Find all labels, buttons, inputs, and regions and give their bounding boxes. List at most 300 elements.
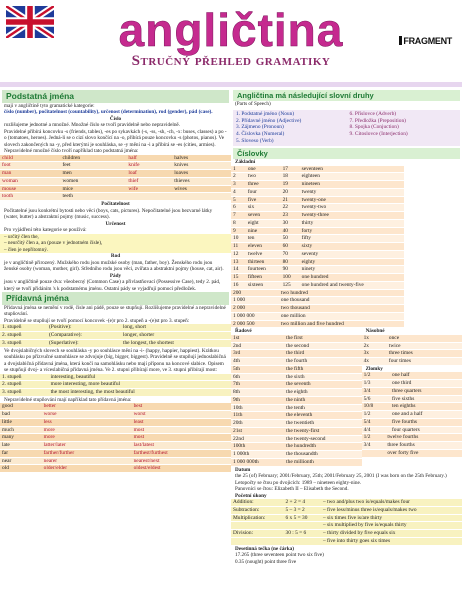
pos-left [233, 110, 347, 146]
table-cell: 6 x 5 = 30 [284, 514, 321, 522]
subheading-operations: Početní úkony [235, 492, 267, 499]
table-cell: 1st [231, 335, 284, 342]
table-row [231, 335, 362, 342]
table-row [362, 387, 462, 395]
table-cell: 3rd [231, 350, 284, 358]
table-row [0, 162, 231, 170]
pos-right [347, 110, 461, 146]
table-row [231, 305, 404, 313]
table-cell: men [60, 170, 126, 178]
list-item: 2. Přídavné jméno (Adjective) [236, 117, 302, 124]
subheading-fractions: Zlomky [365, 365, 383, 372]
table-cell: one thousand [279, 297, 404, 305]
table-cell: man [0, 170, 60, 178]
table-row [231, 420, 362, 428]
table-row [362, 395, 462, 403]
table-row [0, 374, 231, 381]
adjectives-text-1: Přídavná jména se nemění v rodě, čísle ani pádě, pouze se stupňují. Rozlišujeme pravidelné a nepravidelné stupňování. [4, 304, 226, 318]
table-cell: more interesting, more beautiful [49, 381, 231, 389]
table-cell: one [246, 166, 281, 173]
table-cell: – two and/plus two is/equals/makes four [321, 499, 462, 506]
table-row [0, 426, 231, 434]
table-cell: six [246, 204, 281, 212]
table-cell: 23 [281, 212, 300, 220]
table-row [231, 358, 362, 366]
table-row [0, 381, 231, 389]
table-cell: sixteen [246, 281, 281, 289]
subheading-decimal: Desetinná tečka (ne čárka) [235, 545, 294, 552]
table-cell: one million [279, 312, 404, 320]
table-cell: 6 [231, 204, 246, 212]
table-cell: eight [246, 219, 281, 227]
table-cell: much [0, 426, 42, 434]
table-cell: the eighth [284, 389, 361, 397]
list-item: – neurčitý člen a, an (pouze v jednotném čísle), [4, 240, 103, 247]
section-heading-numerals: Číslovky [233, 148, 460, 159]
left-column [0, 90, 231, 600]
table-cell: 20 [281, 188, 300, 196]
table-cell: 11th [231, 412, 284, 420]
table-cell: 8 [231, 219, 246, 227]
table-cell: 3 [231, 181, 246, 189]
multiplicative-table [362, 335, 462, 366]
table-cell: 22 [281, 204, 300, 212]
table-cell: nearest/next [132, 457, 231, 465]
table-row [362, 442, 462, 450]
table-cell: 100 [281, 274, 300, 282]
table-cell: latter/later [42, 442, 132, 450]
table-cell: most [132, 434, 231, 442]
table-row [231, 166, 404, 173]
table-row [231, 181, 404, 189]
list-item: 7. Předložka (Preposition) [349, 117, 406, 124]
table-cell: wives [172, 185, 231, 193]
decimal-example: 17.265 (three seventeen point two six five) [235, 552, 324, 558]
table-cell: twenty [300, 188, 405, 196]
table-cell: tooth [0, 193, 60, 201]
table-cell: 1 [231, 166, 246, 173]
list-item: 3. Zájmeno (Pronoun) [236, 124, 284, 131]
list-item: 9. Citoslovce (Interjection) [349, 131, 408, 138]
table-row [0, 170, 231, 178]
table-row [0, 185, 231, 193]
list-item: 6. Příslovce (Adverb) [349, 110, 397, 117]
table-cell: farther/further [42, 449, 132, 457]
table-cell: far [0, 449, 42, 457]
table-cell: feet [60, 162, 126, 170]
table-row [362, 358, 462, 366]
table-cell: loaves [172, 170, 231, 178]
table-cell: – six times five is/are thirty [321, 514, 462, 522]
table-cell: 5 – 3 = 2 [284, 506, 321, 514]
subheading-number: Číslo [109, 115, 122, 122]
table-cell: 2 000 500 [231, 320, 279, 328]
table-cell [284, 537, 321, 545]
number-text: rozlišujeme jednotné a množné. Množné číslo se tvoří pravidelně nebo nepravidelně. [4, 122, 181, 129]
table-cell: 19 [281, 181, 300, 189]
table-cell: oldest/eldest [132, 465, 231, 473]
table-cell: farthest/furthest [132, 449, 231, 457]
table-cell: 1/2 [362, 411, 390, 419]
degrees-table [0, 324, 231, 347]
table-row [231, 297, 404, 305]
table-cell: wife [126, 185, 172, 193]
table-row [0, 411, 231, 419]
irregular-adjectives-table [0, 403, 231, 473]
table-row [231, 396, 362, 404]
table-cell: older/elder [42, 465, 132, 473]
table-cell: 1. stupeň [0, 324, 47, 331]
table-cell: foot [0, 162, 60, 170]
table-cell: the fourth [284, 358, 361, 366]
table-cell: 21 [281, 196, 300, 204]
table-row [231, 342, 362, 350]
table-cell: the ninth [284, 396, 361, 404]
right-column [231, 90, 462, 600]
table-row [231, 219, 404, 227]
table-cell: the twenty-first [284, 427, 361, 435]
table-cell: one hundred and twenty-five [300, 281, 405, 289]
table-cell: worse [42, 411, 132, 419]
table-row [231, 443, 362, 451]
list-item: 1. Podstatné jméno (Noun) [236, 110, 295, 117]
table-cell: three [246, 181, 281, 189]
table-cell: thieves [172, 177, 231, 185]
table-row [0, 465, 231, 473]
table-cell: last/latest [132, 442, 231, 450]
table-cell: 4x [362, 358, 387, 366]
table-cell: 5/4 [362, 418, 390, 426]
table-cell: ninety [300, 266, 405, 274]
table-cell: bad [0, 411, 42, 419]
table-cell: (Positive): [47, 324, 121, 331]
table-cell: 3/4 [362, 387, 390, 395]
table-cell: good [0, 403, 42, 410]
table-cell: two million and five hundred [279, 320, 404, 328]
table-row [362, 449, 462, 457]
table-cell: – thirty divided by five equals six [321, 530, 462, 538]
table-row [231, 274, 404, 282]
table-cell: 4/4 [362, 426, 390, 434]
table-cell: (Superlative): [47, 339, 121, 347]
table-cell: 7 [231, 212, 246, 220]
table-cell: Division: [231, 530, 284, 538]
table-row [231, 188, 404, 196]
table-cell: three times [387, 350, 462, 358]
table-row [231, 458, 362, 466]
table-cell: fifteen [246, 274, 281, 282]
table-cell: many [0, 434, 42, 442]
table-cell: – five less/minus three is/equals/makes two [321, 506, 462, 514]
table-cell: 20th [231, 420, 284, 428]
table-cell: – six multiplied by five is/equals thirty [321, 522, 462, 530]
multiplicative-block [362, 328, 462, 466]
table-cell: long, short [121, 324, 231, 331]
table-row [231, 243, 404, 251]
table-cell: ten eighths [390, 403, 462, 411]
table-cell: 1. stupeň [0, 374, 49, 381]
dates-text-2: Letopočty se čtou po dvojicích: 1989 – nineteen eighty-nine. [235, 479, 362, 486]
table-cell: seventy [300, 250, 405, 258]
section-heading-adjectives: Přídavná jména [2, 292, 229, 305]
table-row [231, 196, 404, 204]
table-cell: late [0, 442, 42, 450]
table-cell: thirty [300, 219, 405, 227]
table-row [231, 389, 362, 397]
list-item: 5. Sloveso (Verb) [236, 137, 274, 144]
table-cell: one third [390, 380, 462, 388]
table-row [0, 403, 231, 410]
table-cell: 10th [231, 404, 284, 412]
table-row [231, 227, 404, 235]
table-row [362, 372, 462, 379]
table-cell: 10/8 [362, 403, 390, 411]
table-row [231, 537, 462, 545]
table-cell [172, 193, 231, 201]
table-cell: the most interesting, the most beautiful [49, 389, 231, 397]
table-row [362, 342, 462, 350]
table-cell: 13 [231, 258, 246, 266]
table-row [231, 365, 362, 373]
table-row [231, 250, 404, 258]
table-row [0, 177, 231, 185]
table-cell: 4th [231, 358, 284, 366]
table-cell: fourteen [246, 266, 281, 274]
table-cell: five fourths [390, 418, 462, 426]
table-cell: the longest, the shortest [121, 339, 231, 347]
table-cell: nearer [42, 457, 132, 465]
table-row [231, 427, 362, 435]
table-cell: 5 [231, 196, 246, 204]
table-row [231, 506, 462, 514]
table-cell: 1/2 [362, 372, 390, 379]
table-row [231, 266, 404, 274]
table-cell: the first [284, 335, 361, 342]
table-row [0, 332, 231, 340]
subheading-ordinals: Řadové [235, 328, 252, 335]
subheading-gender: Rod [110, 253, 121, 260]
table-cell: best [132, 403, 231, 410]
table-cell: over forty five [385, 449, 462, 457]
table-row [231, 499, 462, 506]
table-cell: 2. stupeň [0, 332, 47, 340]
table-cell: knife [126, 162, 172, 170]
table-cell: 18 [281, 173, 300, 181]
table-row [231, 290, 404, 297]
nouns-intro: mají v angličtině tyto gramatické kategorie: [4, 102, 95, 109]
table-cell: ten [246, 235, 281, 243]
table-row [231, 235, 404, 243]
large-numbers-table [231, 290, 404, 329]
table-cell: near [0, 457, 42, 465]
table-row [362, 426, 462, 434]
table-cell: the third [284, 350, 361, 358]
table-cell: twelve fourths [385, 434, 462, 441]
cardinals-table [231, 166, 404, 290]
subheading-case: Pády [109, 272, 122, 279]
table-cell: mice [60, 185, 126, 193]
operations-table [231, 499, 462, 546]
table-cell: 14 [231, 266, 246, 274]
table-cell: 70 [281, 250, 300, 258]
subheading-multiplicative: Násobné [365, 328, 385, 335]
section-heading-nouns: Podstatná jména [2, 90, 229, 103]
table-cell: 1 000 [231, 297, 279, 305]
table-cell: knives [172, 162, 231, 170]
table-cell [231, 522, 284, 530]
table-cell: 2x [362, 342, 387, 350]
table-cell: 9 [231, 227, 246, 235]
table-cell: little [0, 418, 42, 426]
table-cell: longer, shorter [121, 332, 231, 340]
determination-text: Pro vyjádření této kategorie se používá: [4, 227, 87, 234]
table-cell: 1/2 [362, 434, 386, 441]
table-cell: 2. stupeň [0, 381, 49, 389]
table-cell: forty [300, 227, 405, 235]
table-cell: the tenth [284, 404, 361, 412]
table-cell: the second [284, 342, 361, 350]
table-cell: 5th [231, 365, 284, 373]
table-row [362, 335, 462, 342]
table-cell: seven [246, 212, 281, 220]
table-row [231, 451, 362, 459]
table-row [231, 514, 462, 522]
table-cell: 2 + 2 = 4 [284, 499, 321, 506]
table-cell: 50 [281, 235, 300, 243]
table-cell: two thousand [279, 305, 404, 313]
list-item: 8. Spojka (Conjuction) [349, 124, 399, 131]
ordinal-multiplicative-block [231, 328, 462, 466]
table-row [231, 530, 462, 538]
fractions-extra-table [362, 434, 462, 457]
table-cell: 12 [231, 250, 246, 258]
list-item: 4. Číslovka (Numeral) [236, 131, 285, 138]
table-cell: 30 : 5 = 6 [284, 530, 321, 538]
table-cell: 9th [231, 396, 284, 404]
table-cell: halves [172, 155, 231, 162]
table-cell: 15 [231, 274, 246, 282]
table-cell: Subtraction: [231, 506, 284, 514]
table-cell: 17 [281, 166, 300, 173]
dates-text: the 25 (of) February; 2001/February, 25th; 2001/February 25, 2001 (I was born on the 25th February.) [235, 473, 447, 479]
adjectives-text-2: Pravidelně se stupňují se tvoří pomocí koncovek -(e)r pro 2. stupeň a -(e)st pro 3. stupeň: [4, 317, 190, 324]
table-cell: four quarters [390, 426, 462, 434]
table-row [231, 381, 362, 389]
table-row [231, 258, 404, 266]
table-cell: three quarters [390, 387, 462, 395]
degrees-periphrastic-table [0, 374, 231, 397]
parts-of-speech-sub: (Parts of Speech) [235, 101, 271, 108]
table-row [231, 312, 404, 320]
table-cell: the millionth [284, 458, 361, 466]
table-cell: women [60, 177, 126, 185]
table-cell: eighty [300, 258, 405, 266]
table-cell: seventeen [300, 166, 405, 173]
table-cell: woman [0, 177, 60, 185]
table-cell: the twenty-second [284, 435, 361, 443]
table-cell: 5/6 [362, 395, 390, 403]
table-cell: five [246, 196, 281, 204]
countability-text: Počitatelné jsou konkrétní bytosti nebo věci (boys, cats, pictures). Nepočitatelné jsou bezvarné látky (water, butter) a abstraktní pojmy (music, success). [4, 207, 213, 221]
table-cell: Addition: [231, 499, 284, 506]
table-cell: loaf [126, 170, 172, 178]
table-cell [284, 522, 321, 530]
table-cell: 10 [231, 235, 246, 243]
table-cell: 1/3 [362, 380, 390, 388]
table-row [0, 339, 231, 347]
table-cell: less [42, 418, 132, 426]
table-cell: mouse [0, 185, 60, 193]
table-cell: more [42, 434, 132, 442]
table-row [231, 281, 404, 289]
subheading-dates: Datum [235, 466, 251, 473]
subheading-basic: Základní [235, 159, 256, 165]
table-cell: 3/4 [362, 442, 386, 450]
table-row [362, 434, 462, 441]
page-subtitle: Stručný přehled gramatiky [131, 53, 331, 69]
ordinals-block [231, 328, 362, 466]
list-item: – člen je nepřítomný. [4, 246, 49, 253]
table-cell: better [42, 403, 132, 410]
table-cell: 4 [231, 188, 246, 196]
table-cell: – five into thirty goes six times [321, 537, 462, 545]
adjectives-text-3: Ve dvojslabičných slovech se souhláska -y po souhlásce mění na -i- (happy, happier, happiest). Krátkou souhlásku po přízvučné samohlásce se zdvojuje (big, bigger, biggest). Pravidelně se stupňují jednoslabičná a dvojslabičná přídavná jména, která končí na samohlásku nebo mají příponu na koncové slabice. Opisem se stupňují dvoj- a víceslabičná přídavná jména. Ve 2. stupni přibírají more, ve 3. stupni přibírají most: [4, 347, 226, 373]
table-cell [362, 449, 386, 457]
table-cell: old [0, 465, 42, 473]
table-cell: twenty-two [300, 204, 405, 212]
table-cell: 125 [281, 281, 300, 289]
table-cell: least [132, 418, 231, 426]
irregular-adjectives-heading: Nepravidelné stupňování mají například tato přídavná jména: [4, 396, 132, 403]
table-cell: thirteen [246, 258, 281, 266]
table-cell: four times [387, 358, 462, 366]
table-cell: two hundred [279, 290, 404, 297]
table-cell: 3x [362, 350, 387, 358]
table-cell: 1 000 000th [231, 458, 284, 466]
table-row [0, 442, 231, 450]
table-cell: child [0, 155, 60, 162]
table-row [231, 404, 362, 412]
table-cell [231, 537, 284, 545]
table-cell: (Comparative): [47, 332, 121, 340]
table-cell: 11 [231, 243, 246, 251]
table-row [0, 434, 231, 442]
table-cell: twenty-three [300, 212, 405, 220]
table-row [231, 412, 362, 420]
table-cell: 1 000th [231, 451, 284, 459]
table-cell: most [132, 426, 231, 434]
table-cell: 2nd [231, 342, 284, 350]
table-cell: 30 [281, 219, 300, 227]
table-row [231, 212, 404, 220]
table-row [231, 350, 362, 358]
subheading-countability: Počitatelnost [101, 201, 130, 208]
table-row [362, 418, 462, 426]
divider [0, 82, 462, 87]
table-cell: 2 [231, 173, 246, 181]
parts-of-speech-list [233, 110, 460, 146]
table-cell: the fifth [284, 365, 361, 373]
table-cell: fifty [300, 235, 405, 243]
table-row [0, 155, 231, 162]
list-item: – určitý člen the, [4, 233, 39, 240]
table-cell: 1 000 000 [231, 312, 279, 320]
table-row [362, 350, 462, 358]
table-cell: Multiplication: [231, 514, 284, 522]
table-cell: worst [132, 411, 231, 419]
table-cell: twice [387, 342, 462, 350]
table-cell: nine [246, 227, 281, 235]
